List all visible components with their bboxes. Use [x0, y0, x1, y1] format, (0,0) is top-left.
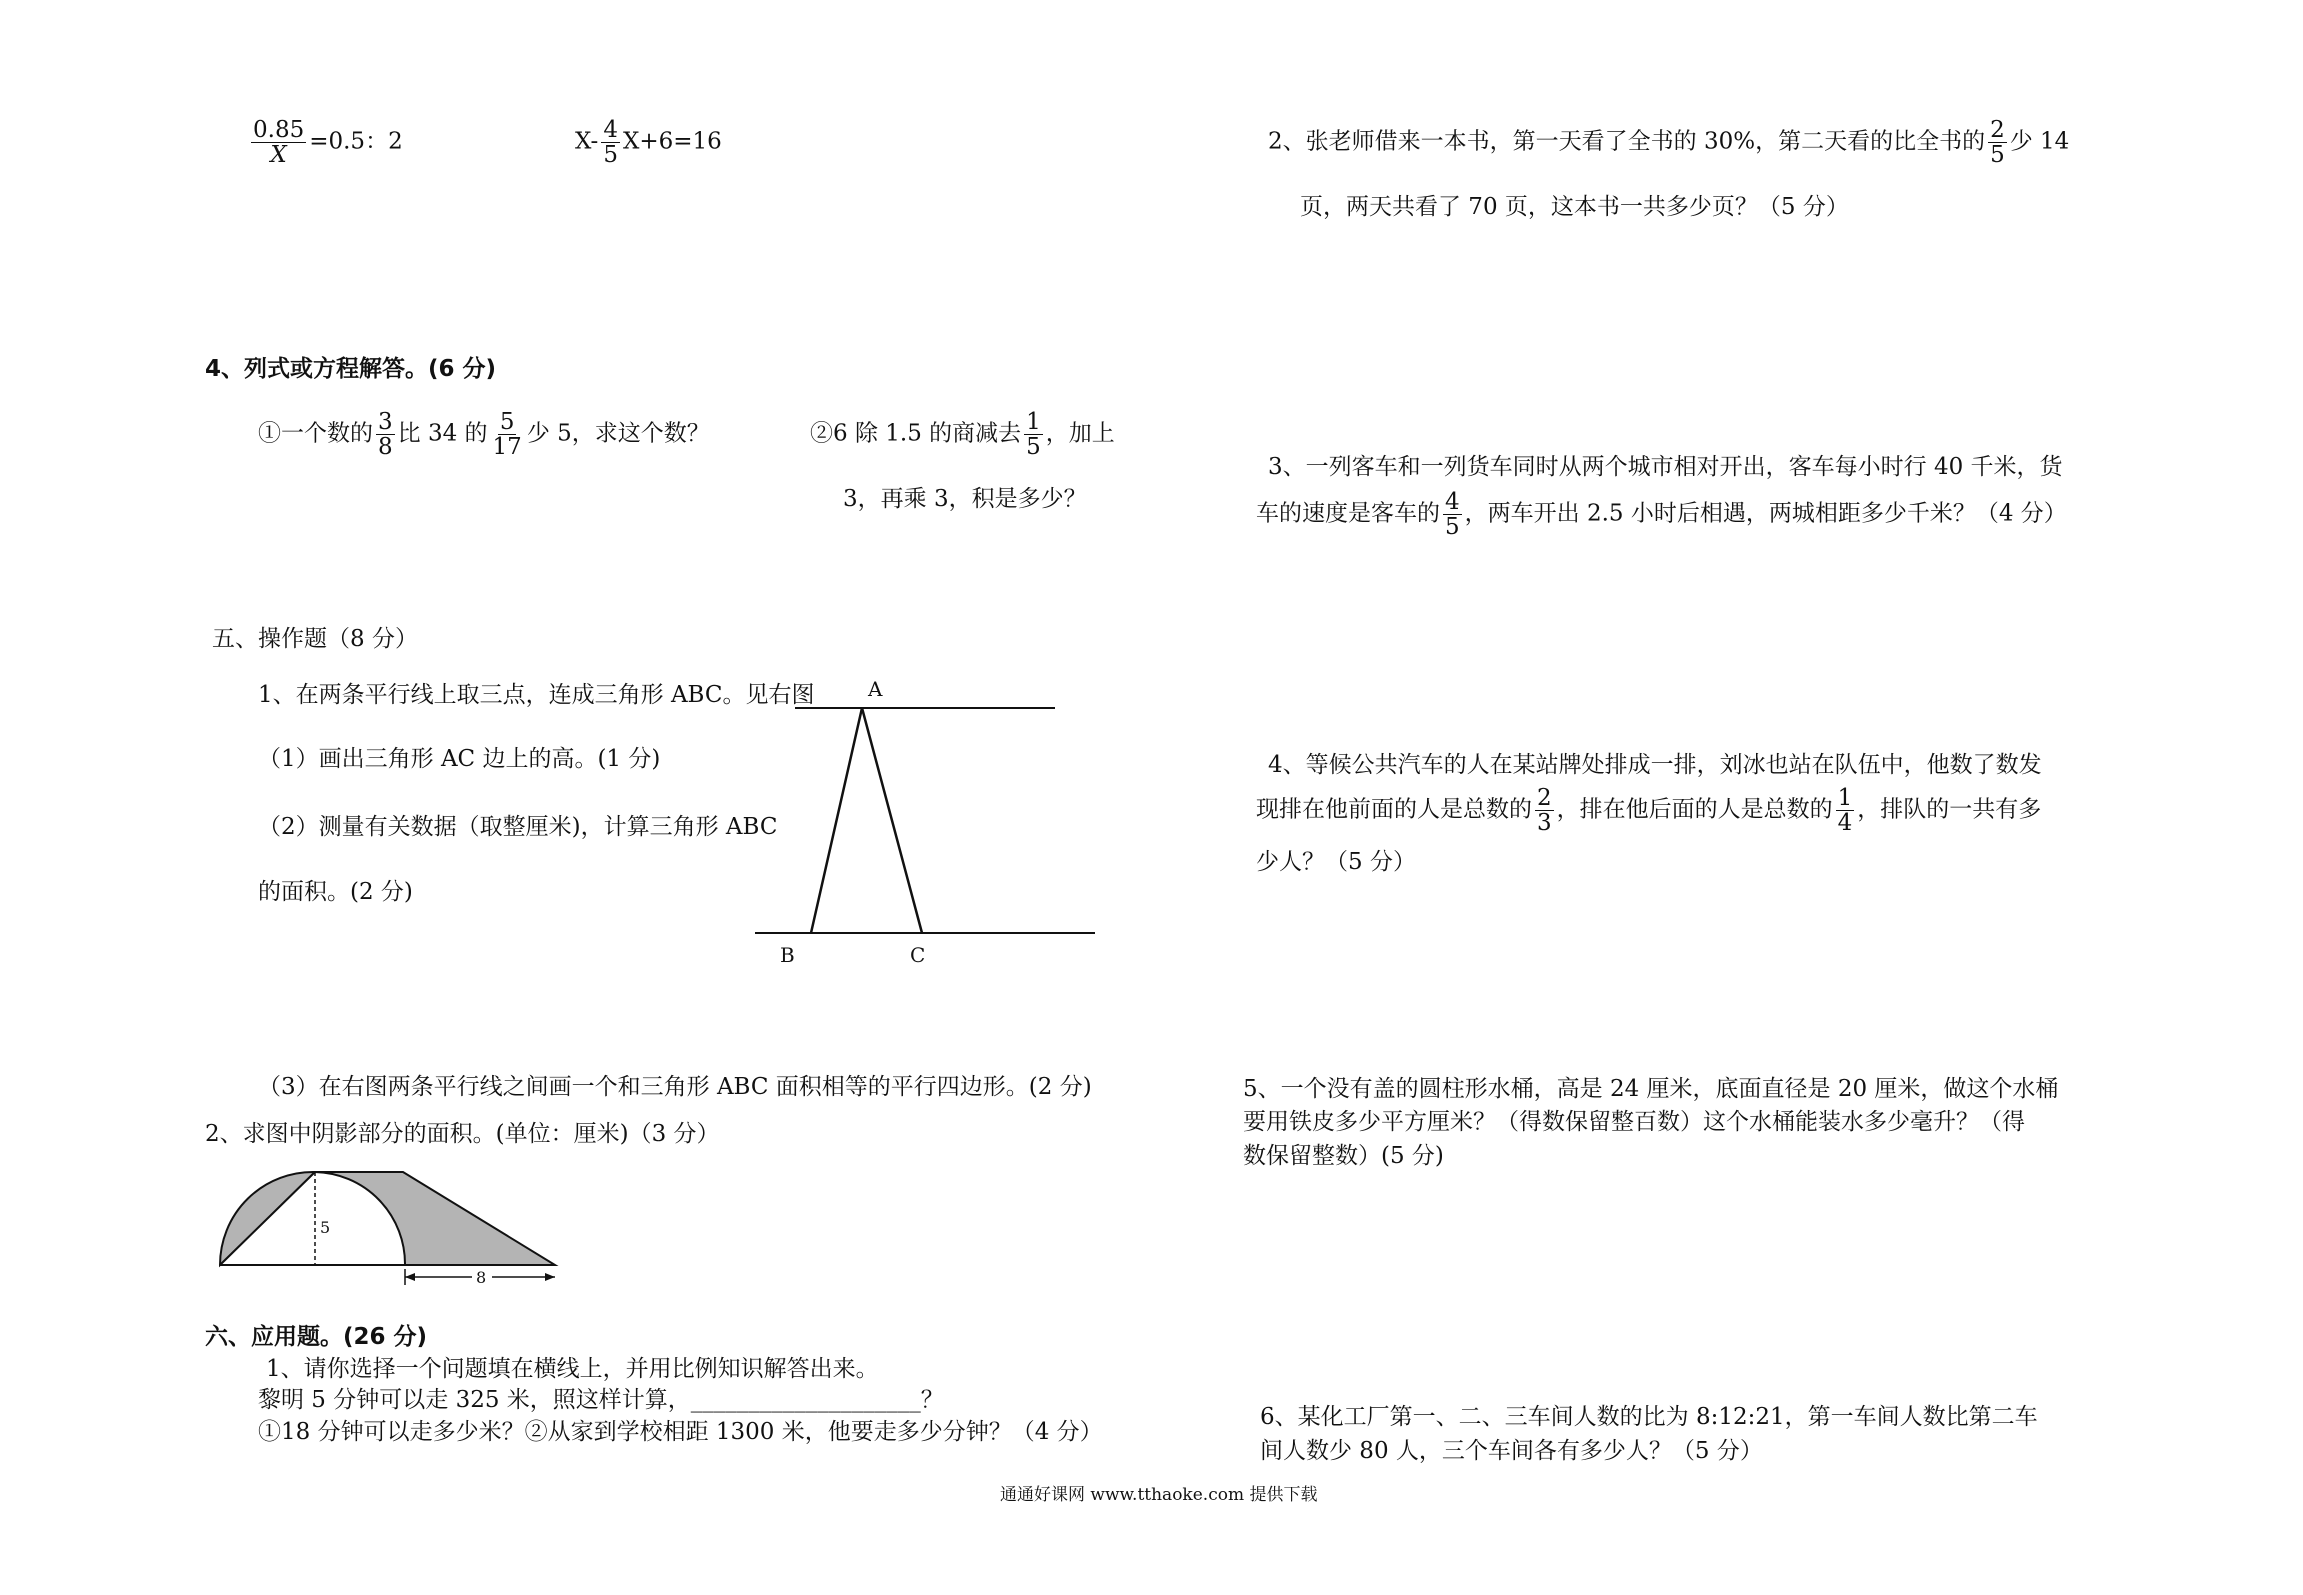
triangle-abc [811, 708, 922, 933]
right-question-4-line2 [1256, 786, 2041, 835]
rq3-text-b: ，两车开出 2.5 小时后相遇，两城相距多少千米？（4 分） [1464, 500, 2067, 527]
rq3-text-a: 车的速度是客车的 [1256, 500, 1440, 527]
right-question-2-line2: 页，两天共看了 70 页，这本书一共多少页？（5 分） [1300, 194, 1849, 220]
eq2-pre: X- [575, 128, 599, 155]
section-5-heading: 五、操作题（8 分） [212, 626, 418, 652]
section-5-line-3: （2）测量有关数据（取整厘米)，计算三角形 ABC [258, 814, 778, 840]
eq1-denominator: X [270, 142, 287, 169]
eq2-denominator: 5 [603, 142, 618, 169]
dim-arrow-right [545, 1273, 555, 1281]
q1-frac1-den: 8 [378, 434, 393, 461]
right-question-4-line1: 4、等候公共汽车的人在某站牌处排成一排，刘冰也站在队伍中，他数了数发 [1268, 752, 2042, 778]
section-4-question-2 [810, 410, 1115, 459]
rq2-text-a: 2、张老师借来一本书，第一天看了全书的 30%，第二天看的比全书的 [1268, 128, 1986, 155]
footer-credit: 通通好课网 www.tthaoke.com 提供下载 [1000, 1485, 1318, 1505]
right-question-5-line3: 数保留整数）(5 分) [1243, 1143, 1444, 1169]
rq4-frac1-num: 2 [1537, 785, 1552, 811]
q2-text-b: ，加上 [1045, 420, 1115, 447]
right-question-3-line1: 3、一列客车和一列货车同时从两个城市相对开出，客车每小时行 40 千米，货 [1268, 454, 2063, 480]
section-6-heading: 六、应用题。(26 分) [205, 1324, 428, 1350]
q1-text-a: ①一个数的 [258, 420, 373, 447]
right-question-4-line3: 少人？（5 分） [1256, 849, 1416, 875]
equation-2 [575, 118, 722, 167]
shaded-region-right [315, 1172, 555, 1265]
rq4-frac2-num: 1 [1837, 785, 1853, 811]
rq2-frac-den: 5 [1990, 142, 2005, 169]
q2-frac-den: 5 [1026, 434, 1041, 461]
rq4-text-b: ，排在他后面的人是总数的 [1556, 796, 1833, 823]
section-6-line-2: 黎明 5 分钟可以走 325 米，照这样计算，____________________？ [258, 1387, 944, 1413]
right-question-2 [1268, 118, 2069, 167]
rq3-frac-num: 4 [1445, 489, 1460, 515]
section-5-line-1: 1、在两条平行线上取三点，连成三角形 ABC。见右图 [258, 682, 815, 708]
q1-frac2-den: 17 [492, 434, 522, 461]
rq4-text-c: ，排队的一共有多 [1857, 796, 2042, 823]
rq2-text-b: 少 14 [2009, 128, 2070, 155]
right-question-3-line2 [1256, 490, 2067, 539]
section-4-question-1 [258, 410, 710, 459]
width-label: 8 [476, 1268, 487, 1287]
eq1-numerator: 0.85 [253, 117, 305, 143]
q1-text-b: 比 34 的 [397, 420, 488, 447]
q1-frac1-num: 3 [378, 409, 393, 435]
section-4-question-2-line2: 3，再乘 3，积是多少？ [843, 486, 1087, 512]
label-c: C [910, 943, 926, 967]
rq4-text-a: 现排在他前面的人是总数的 [1256, 796, 1532, 823]
q1-text-c: 少 5，求这个数？ [526, 420, 710, 447]
right-question-5-line2: 要用铁皮多少平方厘米？（得数保留整百数）这个水桶能装水多少毫升？（得 [1243, 1109, 2025, 1135]
rq4-frac1-den: 3 [1537, 810, 1552, 837]
rq3-frac-den: 5 [1445, 514, 1460, 541]
q2-text-a: ②6 除 1.5 的商减去 [810, 420, 1022, 447]
height-label: 5 [320, 1218, 331, 1237]
rq4-frac2-den: 4 [1837, 810, 1853, 837]
right-question-5-line1: 5、一个没有盖的圆柱形水桶，高是 24 厘米，底面直径是 20 厘米，做这个水桶 [1243, 1076, 2059, 1102]
section-5-line-4: 的面积。(2 分) [258, 879, 413, 905]
right-question-6-line1: 6、某化工厂第一、二、三车间人数的比为 8:12:21，第一车间人数比第二车 [1260, 1404, 2038, 1430]
section-6-line-1: 1、请你选择一个问题填在横线上，并用比例知识解答出来。 [266, 1356, 879, 1382]
section-4-heading: 4、列式或方程解答。(6 分) [205, 356, 497, 382]
eq2-numerator: 4 [603, 117, 618, 143]
equation-1 [248, 118, 403, 167]
label-b: B [780, 943, 795, 967]
section-6-line-3: ①18 分钟可以走多少米？②从家到学校相距 1300 米，他要走多少分钟？（4 分） [258, 1419, 1103, 1445]
section-5-question-2: 2、求图中阴影部分的面积。(单位：厘米)（3 分） [205, 1121, 720, 1147]
right-question-6-line2: 间人数少 80 人，三个车间各有多少人？（5 分） [1260, 1438, 1763, 1464]
label-a: A [868, 677, 883, 701]
rq2-frac-num: 2 [1990, 117, 2005, 143]
section-5-line-2: （1）画出三角形 AC 边上的高。(1 分) [258, 746, 661, 772]
section-5-line-5: （3）在右图两条平行线之间画一个和三角形 ABC 面积相等的平行四边形。(2 分) [258, 1074, 1092, 1100]
eq2-rest: X+6=16 [622, 128, 722, 155]
shaded-area-figure [210, 1165, 570, 1290]
eq1-rest: =0.5：2 [309, 128, 403, 155]
q1-frac2-num: 5 [499, 409, 515, 435]
triangle-figure [750, 670, 1110, 980]
dim-arrow-left [405, 1273, 415, 1281]
q2-frac-num: 1 [1026, 409, 1041, 435]
